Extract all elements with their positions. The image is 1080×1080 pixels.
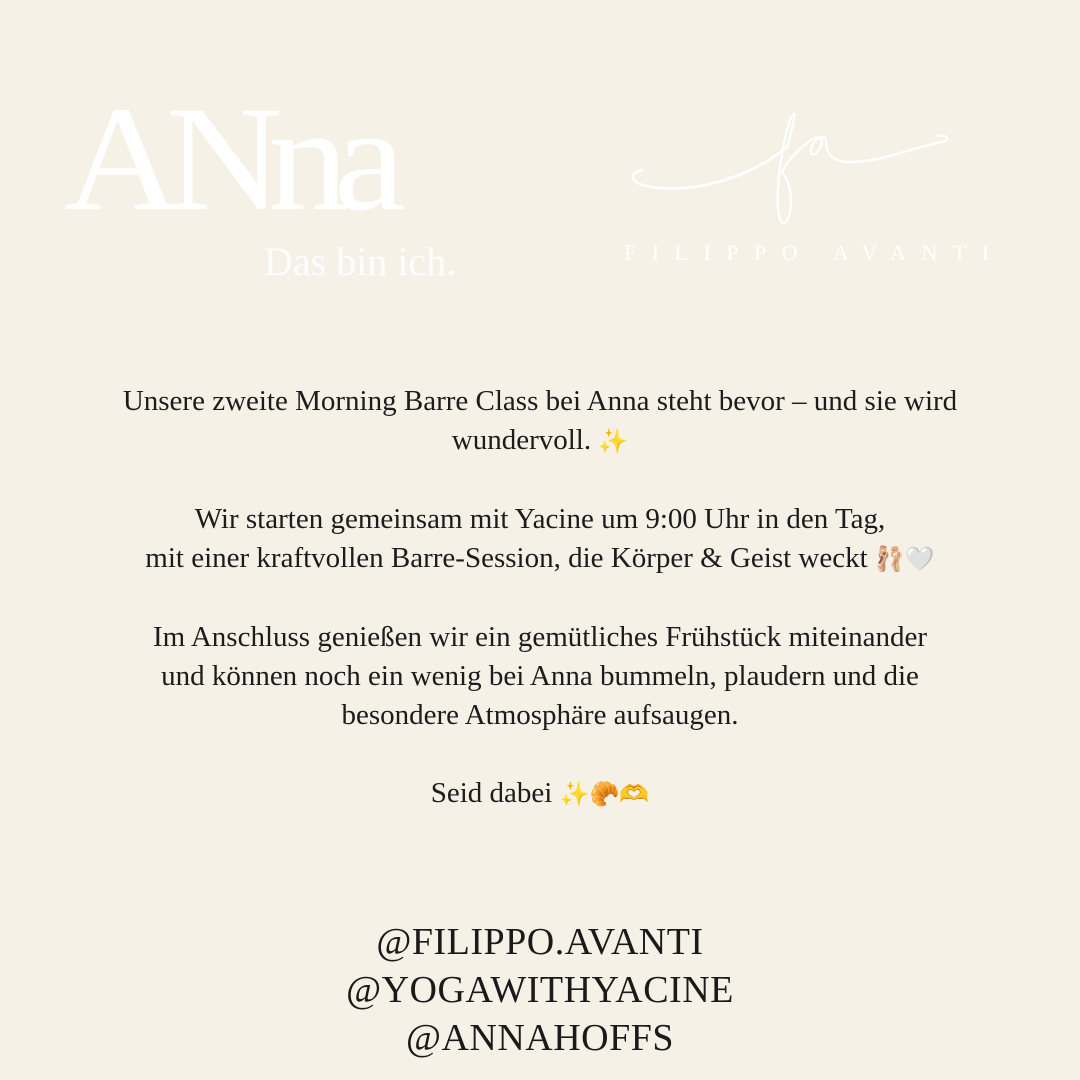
text-line <box>40 500 1040 539</box>
ballet-shoes-white-heart-icon: 🩰🤍 <box>874 545 935 573</box>
anna-logo-wordmark: ANna <box>64 76 391 242</box>
text-line-content: Seid dabei <box>430 777 560 809</box>
text-line-content: Unsere zweite Morning Barre Class bei Anna steht bevor – und sie wird <box>122 385 958 417</box>
sparkles-icon: ✨ <box>598 427 629 455</box>
text-line-content: mit einer kraftvollen Barre-Session, die Körper & Geist weckt <box>145 542 875 574</box>
filippo-avanti-logo <box>620 98 1005 273</box>
handle-yoga-with-yacine: @YOGAWITHYACINE <box>346 969 734 1011</box>
paragraph-intro <box>40 382 1040 461</box>
text-line <box>40 382 1040 421</box>
text-line <box>40 421 1040 461</box>
paragraph-schedule <box>40 500 1040 579</box>
paragraph-breakfast <box>40 618 1040 735</box>
text-line-content: und können noch ein wenig bei Anna bummeln, plaudern und die <box>161 660 919 692</box>
announcement-text <box>40 382 1040 853</box>
text-line <box>40 774 1040 814</box>
text-line <box>40 696 1040 735</box>
anna-logo-tagline: Das bin ich. <box>264 239 457 284</box>
anna-logo <box>64 76 504 292</box>
text-line-content: Im Anschluss genießen wir ein gemütliches Frühstück miteinander <box>153 621 927 653</box>
text-line <box>40 618 1040 657</box>
text-line-content: Wir starten gemeinsam mit Yacine um 9:00 Uhr in den Tag, <box>194 503 886 535</box>
filippo-avanti-wordmark: FILIPPO AVANTI <box>624 240 1005 265</box>
fa-monogram-signature-icon <box>620 98 950 238</box>
handle-anna-hoffs: @ANNAHOFFS <box>405 1017 675 1059</box>
paragraph-closing <box>40 774 1040 814</box>
social-handles <box>0 918 1080 1062</box>
text-line <box>40 539 1040 579</box>
handle-filippo-avanti: @FILIPPO.AVANTI <box>376 921 704 963</box>
text-line-content: wundervoll. <box>451 424 599 456</box>
text-line <box>40 657 1040 696</box>
text-line-content: besondere Atmosphäre aufsaugen. <box>341 699 739 731</box>
sparkles-croissant-heart-hands-icon: ✨🥐🫶 <box>559 780 650 808</box>
